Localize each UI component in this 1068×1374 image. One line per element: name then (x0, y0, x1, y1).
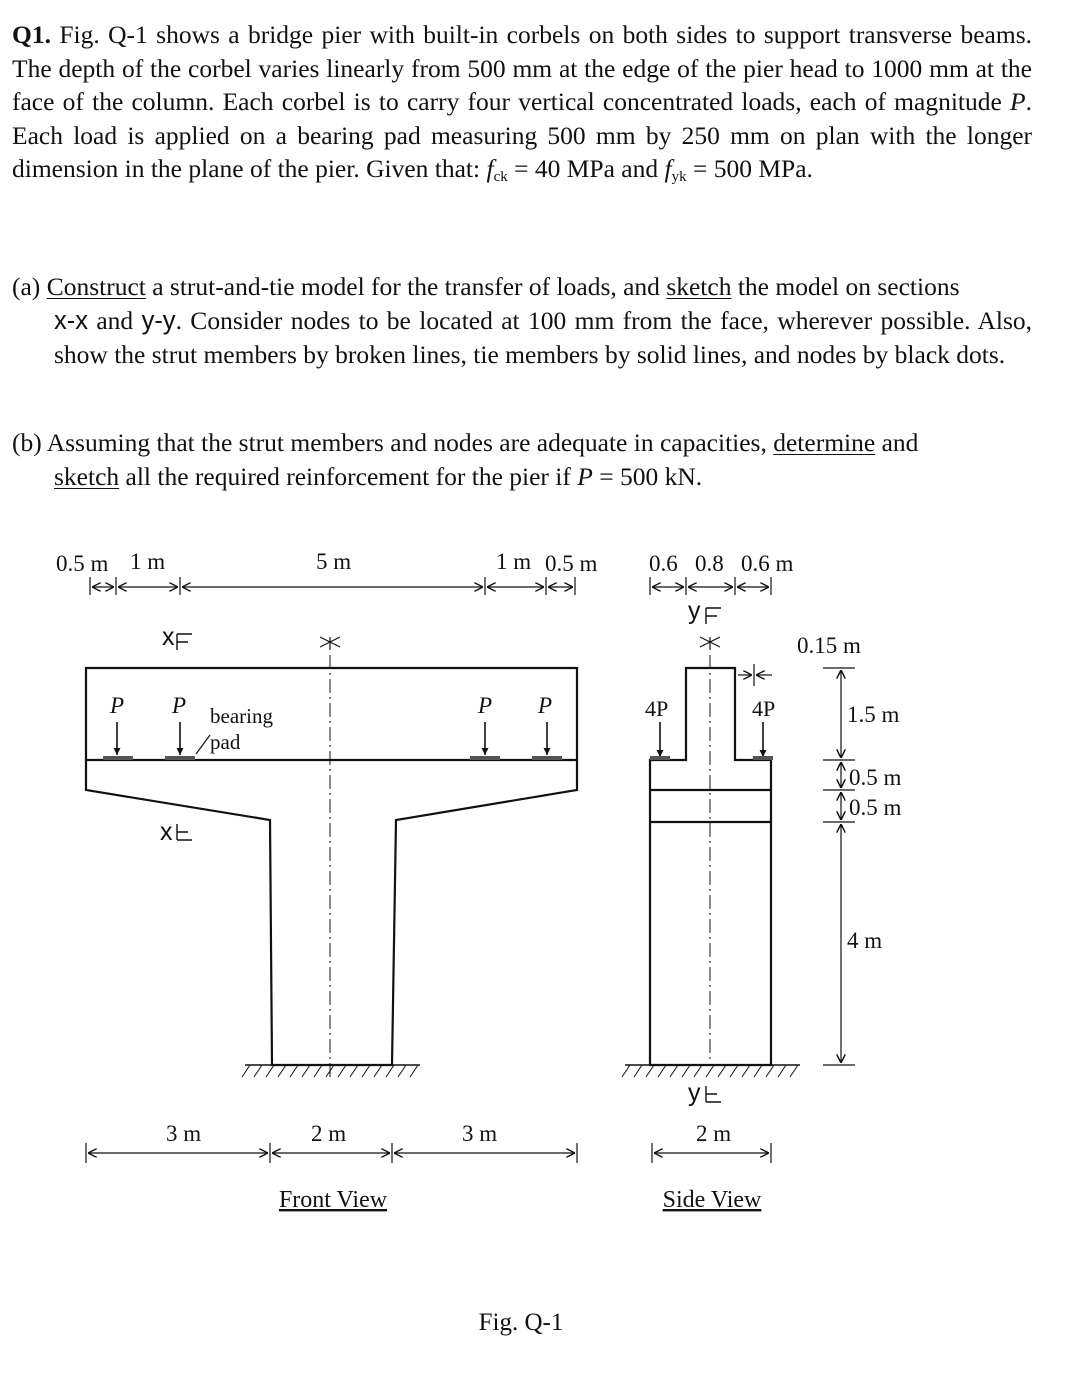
side-dim-0-6m: 0.6 m (741, 551, 794, 576)
part-a-label: (a) (12, 272, 47, 301)
side-dim-2m: 2 m (696, 1121, 732, 1146)
part-b-label: (b) (12, 428, 47, 457)
f-symbol: f (486, 154, 494, 183)
part-a-and: and (88, 305, 142, 335)
load-symbol: P (1010, 87, 1026, 116)
part-a-text-1: a strut-and-tie model for the transfer of loads, and (145, 272, 667, 301)
load-symbol: P (577, 461, 593, 491)
load-label-4p: 4P (645, 696, 669, 721)
sketch-word: sketch (666, 272, 732, 301)
side-ground-hatch (622, 1065, 798, 1077)
sketch-word: sketch (54, 461, 120, 491)
side-dim-4m: 4 m (847, 928, 883, 953)
question-text-2: . Each load is applied on a bearing pad measuring 500 mm by 250 mm on plan with the longer dimension in the plane of the pier. Given that: (12, 87, 1032, 183)
front-dim-5m: 5 m (316, 549, 352, 574)
front-dim-3m: 3 m (166, 1121, 202, 1146)
front-dim-1m-right: 1 m (496, 549, 532, 574)
section-yy: y-y (141, 306, 176, 335)
side-centreline-mark (700, 637, 720, 650)
question-text-4: = 500 MPa. (686, 154, 813, 183)
construct-word: Construct (46, 272, 146, 301)
section-mark-y-bottom (688, 1079, 721, 1107)
front-dim-3m-right: 3 m (462, 1121, 498, 1146)
load-label-p: P (172, 693, 187, 718)
front-dim-0-5m-right: 0.5 m (545, 551, 598, 576)
part-b-text-1: Assuming that the strut members and nodes are adequate in capacities, (46, 428, 774, 457)
side-dim-0-6: 0.6 (649, 551, 678, 576)
side-bottom-dimension (652, 1143, 771, 1163)
part-b-text-4: = 500 kN. (592, 461, 703, 491)
section-mark-x-bottom (160, 818, 192, 846)
determine-word: determine (773, 428, 876, 457)
section-label-x: x (162, 623, 175, 651)
front-view (56, 549, 598, 1213)
load-label-p: P (478, 693, 493, 718)
part-a-text-3: . Consider nodes to be located at 100 mm from the face, wherever possible. Also, show the strut members by broken lines, tie members by solid lines, and nodes by black dots. (54, 305, 1032, 369)
front-dim-0-5m: 0.5 m (56, 551, 109, 576)
load-label-p: P (538, 693, 553, 718)
part-a-text-2: the model on sections (731, 272, 960, 301)
side-top-dimensions (650, 577, 771, 595)
side-dim-0-8: 0.8 (695, 551, 724, 576)
load-label-p: P (110, 693, 125, 718)
section-mark-y-top (688, 597, 721, 625)
section-label-y: y (688, 1079, 701, 1107)
part-b-text-3: all the required reinforcement for the pier if (119, 461, 578, 491)
pier-head-outline (86, 668, 577, 1065)
question-text-1: Fig. Q-1 shows a bridge pier with built-in corbels on both sides to support transverse beams. The depth of the corbel varies linearly from 500 mm at the edge of the pier head to 1000 mm at the face of the column. Each corbel is to carry four vertical concentrated loads, each of magnitude (12, 20, 1032, 116)
front-dim-2m: 2 m (311, 1121, 347, 1146)
front-loads (109, 693, 552, 755)
question-label: Q1. (12, 20, 51, 49)
side-view-title: Side View (662, 1187, 762, 1213)
part-b-text-2: and (875, 428, 919, 457)
figure-caption: Fig. Q-1 (478, 1309, 564, 1336)
section-label-y: y (688, 597, 701, 625)
front-centreline-mark (320, 637, 340, 650)
f-symbol: f (664, 154, 672, 183)
side-dim-015-arrows (738, 664, 772, 686)
side-dim-0-5m: 0.5 m (849, 765, 902, 790)
section-xx: x-x (54, 306, 88, 335)
side-bearing-pad (650, 756, 670, 760)
bearing-pad-label-1: bearing (210, 704, 273, 728)
side-view (622, 551, 902, 1213)
front-bottom-dimensions (86, 1143, 577, 1163)
front-view-title: Front View (278, 1187, 388, 1213)
section-mark-x-top (162, 623, 192, 651)
side-right-dimensions (823, 668, 855, 1065)
side-bearing-pad (753, 756, 773, 760)
side-dim-1-5m: 1.5 m (847, 702, 900, 727)
question-text-3: = 40 MPa and (507, 154, 665, 183)
ck-subscript: ck (493, 169, 508, 185)
bearing-pad-label-2: pad (210, 730, 241, 754)
section-label-x: x (160, 818, 173, 846)
side-dim-0-15m: 0.15 m (797, 633, 861, 658)
side-dim-0-5m-lower: 0.5 m (849, 795, 902, 820)
load-label-4p: 4P (752, 696, 776, 721)
yk-subscript: yk (671, 169, 687, 185)
front-dim-1m: 1 m (130, 549, 166, 574)
front-top-dimensions (90, 577, 575, 595)
bearing-pad-leader (196, 735, 210, 754)
